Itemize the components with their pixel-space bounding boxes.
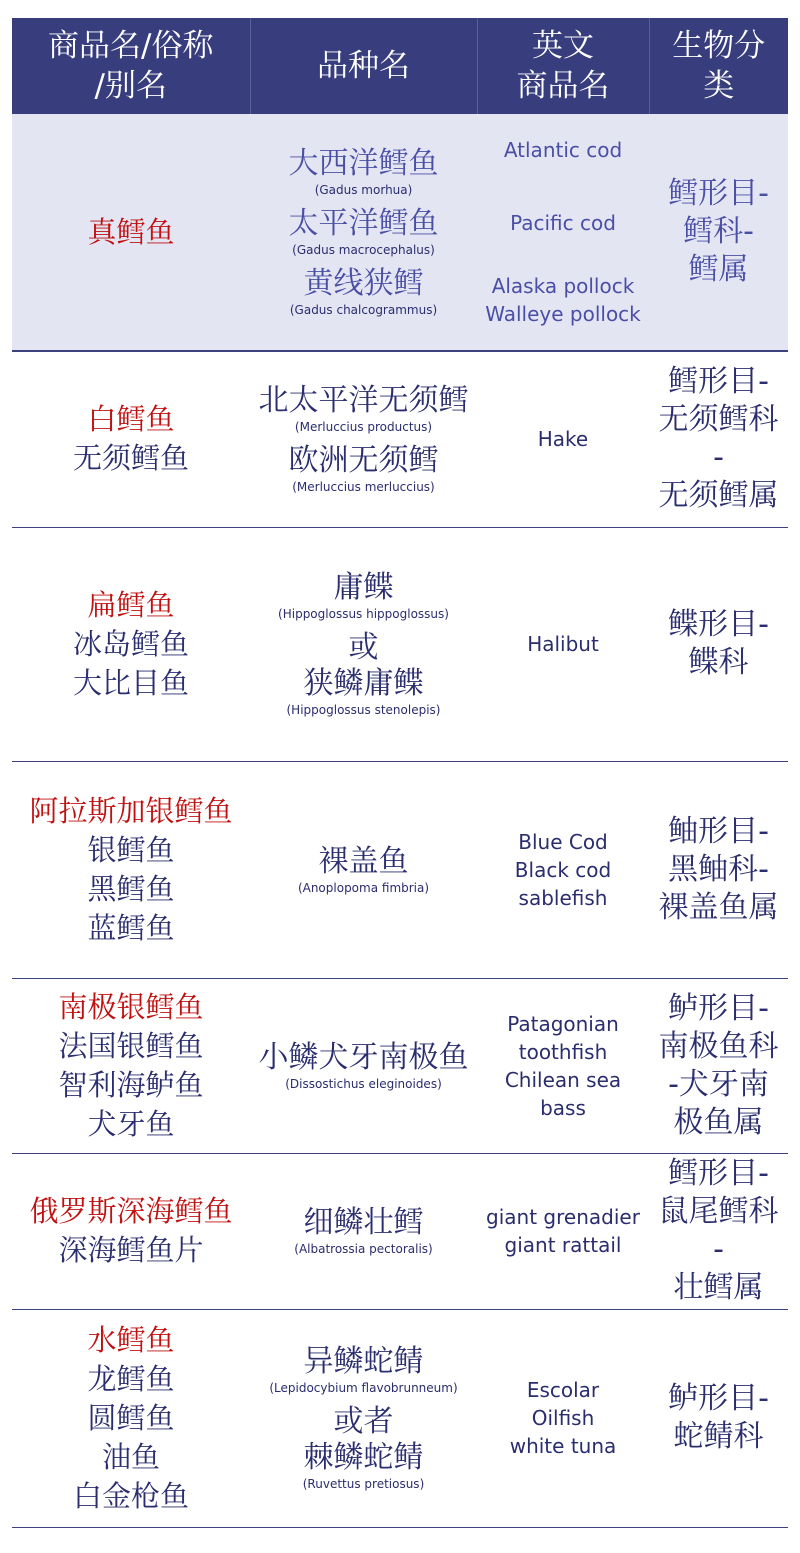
table-row: [12, 351, 788, 527]
english-cell: Escolar Oilfish white tuna: [477, 1309, 649, 1527]
taxonomy-cell: 鲈形目- 南极鱼科 -犬牙南 极鱼属: [649, 978, 788, 1153]
header-alias: 商品名/俗称 /别名: [12, 18, 250, 114]
alias-cell: 扁鳕鱼 冰岛鳕鱼 大比目鱼: [12, 527, 250, 761]
species-cell: 北太平洋无须鳕 (Merluccius productus) 欧洲无须鳕 (Merluccius merluccius): [250, 351, 477, 527]
taxonomy-cell: 鲽形目- 鲽科: [649, 527, 788, 761]
table-row: [12, 1153, 788, 1309]
species-cell: 异鳞蛇鲭 (Lepidocybium flavobrunneum) 或者 棘鳞蛇鲭 (Ruvettus pretiosus): [250, 1309, 477, 1527]
taxonomy-cell: 鳕形目- 鼠尾鳕科 - 壮鳕属: [649, 1153, 788, 1309]
taxonomy-cell: 鲈形目- 蛇鲭科: [649, 1309, 788, 1527]
taxonomy-cell: 鳕形目- 鳕科- 鳕属: [649, 114, 788, 351]
alias-cell: 真鳕鱼: [12, 114, 250, 351]
species-cell: 庸鲽 (Hippoglossus hippoglossus) 或 狭鳞庸鲽 (Hippoglossus stenolepis): [250, 527, 477, 761]
header-taxonomy: 生物分 类: [649, 18, 788, 114]
species-cell: 大西洋鳕鱼 (Gadus morhua) 太平洋鳕鱼 (Gadus macrocephalus) 黄线狭鳕 (Gadus chalcogrammus): [250, 114, 477, 351]
alias-cell: 白鳕鱼 无须鳕鱼: [12, 351, 250, 527]
taxonomy-cell: 鳕形目- 无须鳕科 - 无须鳕属: [649, 351, 788, 527]
taxonomy-cell: 鲉形目- 黑鲉科- 裸盖鱼属: [649, 761, 788, 978]
cod-comparison-table: [12, 18, 788, 1528]
species-cell: 细鳞壮鳕 (Albatrossia pectoralis): [250, 1153, 477, 1309]
alias-cell: 南极银鳕鱼 法国银鳕鱼 智利海鲈鱼 犬牙鱼: [12, 978, 250, 1153]
alias-cell: 阿拉斯加银鳕鱼 银鳕鱼 黑鳕鱼 蓝鳕鱼: [12, 761, 250, 978]
header-species: 品种名: [250, 18, 477, 114]
table-row: [12, 1309, 788, 1527]
english-cell: Halibut: [477, 527, 649, 761]
english-cell: Hake: [477, 351, 649, 527]
alias-cell: 水鳕鱼 龙鳕鱼 圆鳕鱼 油鱼 白金枪鱼: [12, 1309, 250, 1527]
english-cell: giant grenadier giant rattail: [477, 1153, 649, 1309]
english-cell: Atlantic cod Pacific cod Alaska pollock Walleye pollock: [477, 114, 649, 351]
english-cell: Patagonian toothfish Chilean sea bass: [477, 978, 649, 1153]
table-row: [12, 978, 788, 1153]
table-row: [12, 761, 788, 978]
species-cell: 小鳞犬牙南极鱼 (Dissostichus eleginoides): [250, 978, 477, 1153]
header-row: [12, 18, 788, 114]
english-cell: Blue Cod Black cod sablefish: [477, 761, 649, 978]
alias-cell: 俄罗斯深海鳕鱼 深海鳕鱼片: [12, 1153, 250, 1309]
table-row: [12, 114, 788, 351]
table-row: [12, 527, 788, 761]
species-cell: 裸盖鱼 (Anoplopoma fimbria): [250, 761, 477, 978]
header-english: 英文 商品名: [477, 18, 649, 114]
